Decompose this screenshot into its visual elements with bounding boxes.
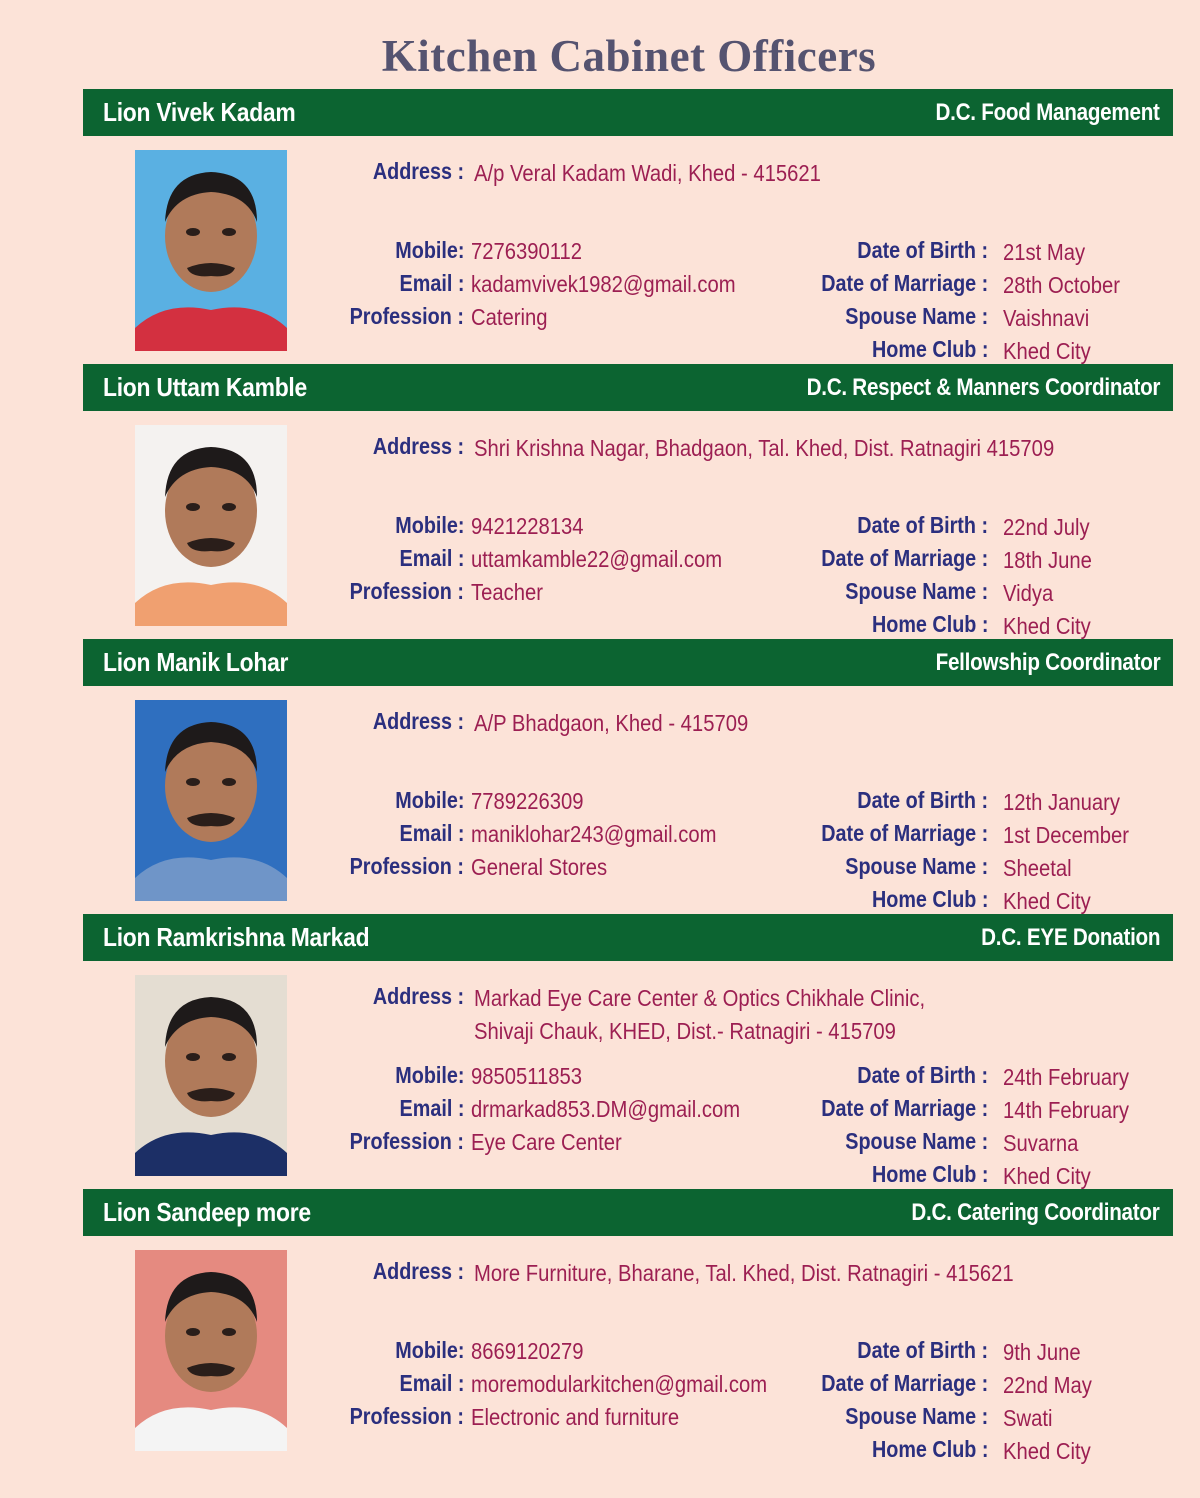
profession-value: Teacher (471, 579, 544, 605)
mobile-value: 7276390112 (471, 238, 583, 264)
home-club-value: Khed City (1003, 338, 1091, 364)
dob-value: 9th June (1003, 1339, 1081, 1365)
dom-value: 22nd May (1003, 1372, 1092, 1398)
spouse-value: Swati (1003, 1405, 1053, 1431)
officer-card (0, 89, 1200, 364)
spouse-value: Suvarna (1003, 1130, 1079, 1156)
dom-label: Date of Marriage : (820, 1095, 988, 1121)
spouse-value: Vidya (1003, 580, 1054, 606)
address-label: Address : (372, 158, 464, 184)
officer-photo (135, 700, 287, 901)
mobile-value: 8669120279 (471, 1338, 584, 1364)
dom-value: 14th February (1003, 1097, 1130, 1123)
profession-label: Profession : (349, 1128, 464, 1154)
address-value: A/p Veral Kadam Wadi, Khed - 415621 (474, 160, 821, 186)
spouse-value: Vaishnavi (1003, 305, 1090, 331)
email-value[interactable]: maniklohar243@gmail.com (471, 821, 717, 847)
dob-label: Date of Birth : (857, 512, 988, 538)
mobile-value: 7789226309 (471, 788, 584, 814)
officer-name: Lion Manik Lohar (103, 647, 289, 677)
dom-label: Date of Marriage : (820, 1370, 988, 1396)
profession-value: Electronic and furniture (471, 1404, 680, 1430)
email-label: Email : (399, 1370, 464, 1396)
spouse-label: Spouse Name : (845, 1403, 988, 1429)
email-value[interactable]: drmarkad853.DM@gmail.com (471, 1096, 741, 1122)
profession-value: Eye Care Center (471, 1129, 622, 1155)
mobile-value: 9421228134 (471, 513, 584, 539)
dob-label: Date of Birth : (857, 1062, 988, 1088)
profession-label: Profession : (349, 303, 464, 329)
email-label: Email : (399, 545, 464, 571)
mobile-label: Mobile: (394, 1337, 464, 1363)
address-label: Address : (372, 983, 464, 1009)
dob-value: 21st May (1003, 239, 1086, 265)
person-portrait-icon (135, 700, 287, 901)
officer-role: D.C. EYE Donation (980, 924, 1160, 951)
dom-value: 28th October (1003, 272, 1121, 298)
email-value[interactable]: moremodularkitchen@gmail.com (471, 1371, 768, 1397)
email-value[interactable]: kadamvivek1982@gmail.com (471, 271, 736, 297)
email-label: Email : (399, 270, 464, 296)
mobile-label: Mobile: (394, 512, 464, 538)
spouse-label: Spouse Name : (845, 578, 988, 604)
mobile-value: 9850511853 (471, 1063, 583, 1089)
home-club-value: Khed City (1003, 613, 1091, 639)
officer-card (0, 1189, 1200, 1464)
officer-header-bar (83, 914, 1173, 961)
address-value: Markad Eye Care Center & Optics Chikhale Clinic, (474, 985, 926, 1011)
address-value: More Furniture, Bharane, Tal. Khed, Dist. Ratnagiri - 415621 (474, 1260, 1014, 1286)
officer-role: D.C. Food Management (935, 99, 1160, 126)
profession-label: Profession : (349, 1403, 464, 1429)
address-value-line2: Shivaji Chauk, KHED, Dist.- Ratnagiri - 415709 (474, 1018, 896, 1044)
person-portrait-icon (135, 1250, 287, 1451)
officer-header-bar (83, 89, 1173, 136)
person-portrait-icon (135, 150, 287, 351)
officer-name: Lion Sandeep more (103, 1197, 311, 1227)
officer-card (0, 914, 1200, 1189)
officer-card (0, 364, 1200, 639)
page-title: Kitchen Cabinet Officers (381, 31, 877, 81)
dom-label: Date of Marriage : (820, 545, 988, 571)
officer-header-bar (83, 1189, 1173, 1236)
officer-name: Lion Ramkrishna Markad (103, 922, 370, 952)
spouse-value: Sheetal (1003, 855, 1072, 881)
officer-header-bar (83, 639, 1173, 686)
home-club-value: Khed City (1003, 888, 1091, 914)
dob-label: Date of Birth : (857, 237, 988, 263)
home-club-label: Home Club : (871, 611, 988, 637)
officer-photo (135, 1250, 287, 1451)
mobile-label: Mobile: (394, 787, 464, 813)
officer-role: D.C. Respect & Manners Coordinator (806, 374, 1160, 401)
dob-value: 12th January (1003, 789, 1121, 815)
spouse-label: Spouse Name : (845, 1128, 988, 1154)
officer-photo (135, 425, 287, 626)
address-label: Address : (372, 708, 464, 734)
home-club-label: Home Club : (871, 1161, 988, 1187)
mobile-label: Mobile: (394, 237, 464, 263)
spouse-label: Spouse Name : (845, 853, 988, 879)
dob-value: 22nd July (1003, 514, 1090, 540)
person-portrait-icon (135, 975, 287, 1176)
dob-value: 24th February (1003, 1064, 1130, 1090)
officer-card (0, 639, 1200, 914)
home-club-label: Home Club : (871, 336, 988, 362)
dom-label: Date of Marriage : (820, 820, 988, 846)
email-value[interactable]: uttamkamble22@gmail.com (471, 546, 723, 572)
address-value: A/P Bhadgaon, Khed - 415709 (474, 710, 749, 736)
officer-name: Lion Uttam Kamble (103, 372, 307, 402)
officer-photo (135, 975, 287, 1176)
address-label: Address : (372, 1258, 464, 1284)
officer-role: Fellowship Coordinator (935, 649, 1160, 676)
email-label: Email : (399, 820, 464, 846)
spouse-label: Spouse Name : (845, 303, 988, 329)
address-value: Shri Krishna Nagar, Bhadgaon, Tal. Khed, Dist. Ratnagiri 415709 (474, 435, 1055, 461)
home-club-value: Khed City (1003, 1163, 1091, 1189)
officer-name: Lion Vivek Kadam (103, 97, 296, 127)
dom-value: 18th June (1003, 547, 1092, 573)
email-label: Email : (399, 1095, 464, 1121)
officer-role: D.C. Catering Coordinator (911, 1199, 1160, 1226)
home-club-value: Khed City (1003, 1438, 1091, 1464)
profession-label: Profession : (349, 853, 464, 879)
person-portrait-icon (135, 425, 287, 626)
dob-label: Date of Birth : (857, 1337, 988, 1363)
address-label: Address : (372, 433, 464, 459)
home-club-label: Home Club : (871, 886, 988, 912)
profession-value: General Stores (471, 854, 608, 880)
dom-value: 1st December (1003, 822, 1129, 848)
dom-label: Date of Marriage : (820, 270, 988, 296)
mobile-label: Mobile: (394, 1062, 464, 1088)
dob-label: Date of Birth : (857, 787, 988, 813)
profession-value: Catering (471, 304, 548, 330)
profession-label: Profession : (349, 578, 464, 604)
officer-photo (135, 150, 287, 351)
officer-header-bar (83, 364, 1173, 411)
home-club-label: Home Club : (871, 1436, 988, 1462)
